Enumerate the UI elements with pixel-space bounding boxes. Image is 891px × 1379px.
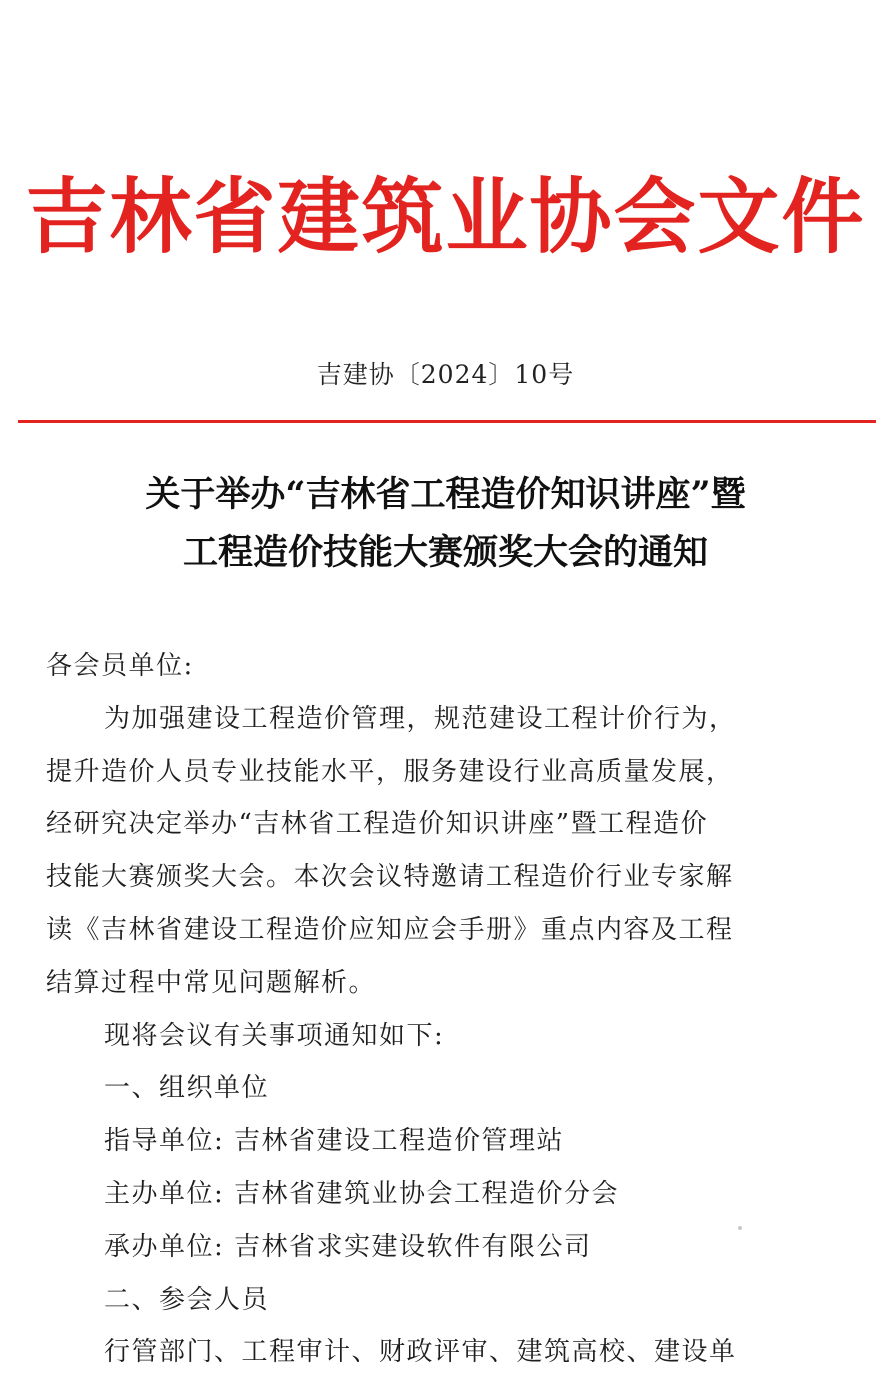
notice-title-line-1: 关于举办“吉林省工程造价知识讲座”暨 — [145, 474, 746, 515]
red-separator-line — [18, 420, 876, 423]
notice-body — [46, 640, 836, 1379]
paragraph-1-line-6: 结算过程中常见问题解析。 — [46, 967, 377, 998]
section-1-heading: 一、组织单位 — [104, 1073, 270, 1104]
paragraph-2: 现将会议有关事项通知如下: — [104, 1020, 445, 1051]
paragraph-1-line-1: 为加强建设工程造价管理，规范建设工程计价行为， — [104, 703, 737, 734]
section-2-heading: 二、参会人员 — [104, 1284, 270, 1315]
notice-title — [0, 466, 891, 582]
section-1-item-guidance: 指导单位: 吉林省建设工程造价管理站 — [104, 1126, 565, 1157]
document-number: 吉建协〔2024〕10号 — [316, 360, 575, 389]
masthead-title: 吉林省建筑业协会文件 — [25, 170, 866, 265]
salutation: 各会员单位: — [46, 651, 194, 681]
paragraph-1-line-2: 提升造价人员专业技能水平，服务建设行业高质量发展， — [46, 756, 734, 787]
section-2-text: 行管部门、工程审计、财政评审、建筑高校、建设单 — [104, 1337, 737, 1368]
section-1-item-organizer: 承办单位: 吉林省求实建设软件有限公司 — [104, 1231, 592, 1262]
paragraph-1-line-5: 读《吉林省建设工程造价应知应会手册》重点内容及工程 — [46, 914, 734, 945]
notice-title-line-2: 工程造价技能大赛颁奖大会的通知 — [182, 532, 708, 573]
section-1-item-host: 主办单位: 吉林省建筑业协会工程造价分会 — [104, 1178, 620, 1209]
paragraph-1-line-4: 技能大赛颁奖大会。本次会议特邀请工程造价行业专家解 — [46, 862, 734, 893]
scan-speck — [738, 1226, 742, 1230]
paragraph-1-line-3: 经研究决定举办“吉林省工程造价知识讲座”暨工程造价 — [46, 809, 709, 840]
